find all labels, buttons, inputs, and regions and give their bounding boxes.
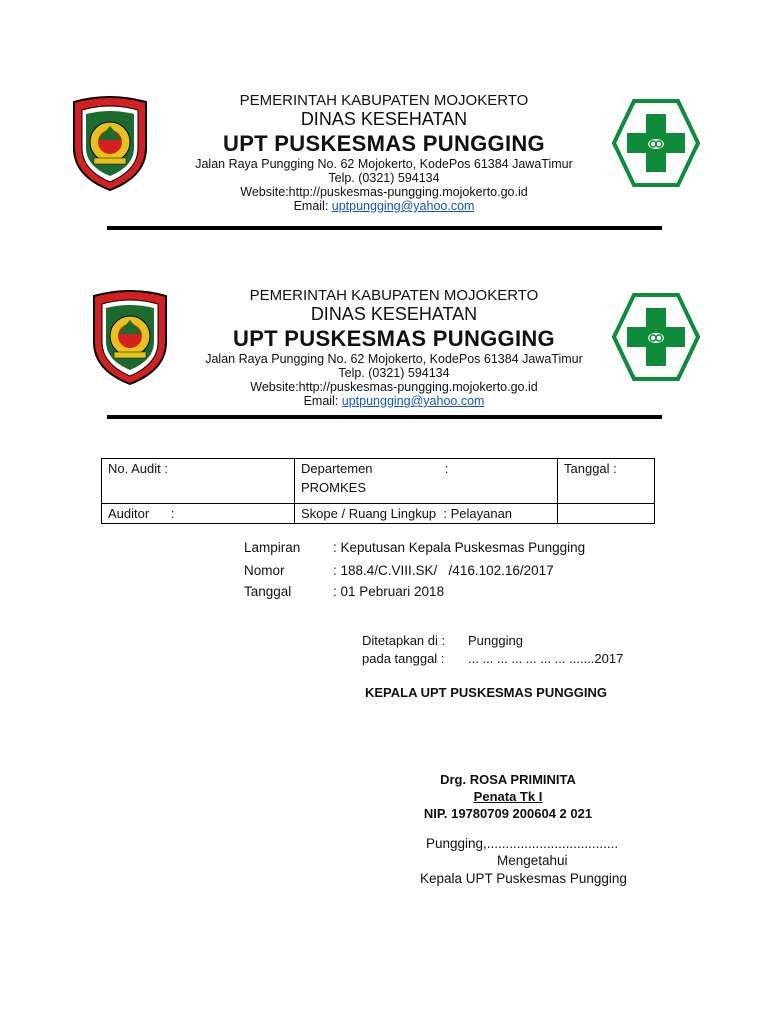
signatory-name: Drg. ROSA PRIMINITA bbox=[440, 772, 576, 787]
email-label: Email: bbox=[293, 199, 329, 213]
ack-role: Kepala UPT Puskesmas Pungging bbox=[420, 871, 627, 886]
signatory-nip: NIP. 19780709 200604 2 021 bbox=[423, 806, 593, 821]
department-name: DINAS KESEHATAN bbox=[310, 304, 478, 324]
signatory-rank: Penata Tk I bbox=[473, 789, 543, 804]
puskesmas-logo bbox=[612, 292, 700, 382]
ack-mengetahui: Mengetahui bbox=[497, 853, 568, 868]
tanggal-label: Tanggal bbox=[244, 584, 292, 599]
ack-place-date: Pungging,................................... bbox=[426, 836, 619, 851]
table-row bbox=[102, 504, 655, 524]
nomor-value: : 188.4/C.VIII.SK/ /416.102.16/2017 bbox=[333, 563, 554, 578]
institution-name: UPT PUSKESMAS PUNGGING bbox=[223, 131, 545, 156]
no-audit-cell: No. Audit : bbox=[102, 459, 295, 504]
email-link[interactable]: uptpungging@yahoo.com bbox=[331, 199, 475, 213]
tanggal-value: : 01 Pebruari 2018 bbox=[333, 584, 445, 599]
puskesmas-logo bbox=[612, 98, 700, 188]
lampiran-label: Lampiran bbox=[244, 540, 301, 555]
tanggal-cell: Tanggal : bbox=[558, 459, 655, 504]
nomor-label: Nomor bbox=[244, 563, 285, 578]
email-label: Email: bbox=[303, 394, 339, 408]
ditetapkan-label: Ditetapkan di : bbox=[362, 633, 446, 648]
phone-line: Telp. (0321) 594134 bbox=[328, 171, 440, 185]
phone-line: Telp. (0321) 594134 bbox=[338, 366, 450, 380]
departemen-label: Departemen : bbox=[301, 461, 449, 476]
pada-tanggal-value: ... ... ... ... ... ... ... .......2017 bbox=[468, 651, 624, 666]
pada-tanggal-label: pada tanggal : bbox=[362, 651, 445, 666]
institution-name: UPT PUSKESMAS PUNGGING bbox=[233, 326, 555, 351]
website-line: Website:http://puskesmas-pungging.mojokerto.go.id bbox=[240, 185, 528, 199]
website-line: Website:http://puskesmas-pungging.mojokerto.go.id bbox=[250, 380, 538, 394]
email-link[interactable]: uptpungging@yahoo.com bbox=[341, 394, 485, 408]
table-row bbox=[102, 459, 655, 504]
empty-cell bbox=[558, 504, 655, 524]
departemen-cell bbox=[295, 459, 558, 504]
header-divider bbox=[107, 415, 662, 419]
departemen-value: PROMKES bbox=[301, 480, 367, 495]
address-line: Jalan Raya Pungging No. 62 Mojokerto, KodePos 61384 JawaTimur bbox=[205, 352, 583, 366]
header-divider bbox=[107, 226, 662, 230]
auditor-cell: Auditor : bbox=[102, 504, 295, 524]
ditetapkan-value: Pungging bbox=[468, 633, 523, 648]
department-name: DINAS KESEHATAN bbox=[300, 109, 468, 129]
signatory-title: KEPALA UPT PUSKESMAS PUNGGING bbox=[365, 685, 607, 700]
skope-cell: Skope / Ruang Lingkup : Pelayanan bbox=[295, 504, 558, 524]
audit-table bbox=[101, 458, 655, 524]
email-line bbox=[10, 394, 768, 408]
lampiran-value: : Keputusan Kepala Puskesmas Pungging bbox=[333, 540, 586, 555]
email-line bbox=[0, 199, 768, 213]
address-line: Jalan Raya Pungging No. 62 Mojokerto, KodePos 61384 JawaTimur bbox=[195, 157, 573, 171]
government-name: PEMERINTAH KABUPATEN MOJOKERTO bbox=[249, 287, 539, 304]
government-name: PEMERINTAH KABUPATEN MOJOKERTO bbox=[239, 92, 529, 109]
